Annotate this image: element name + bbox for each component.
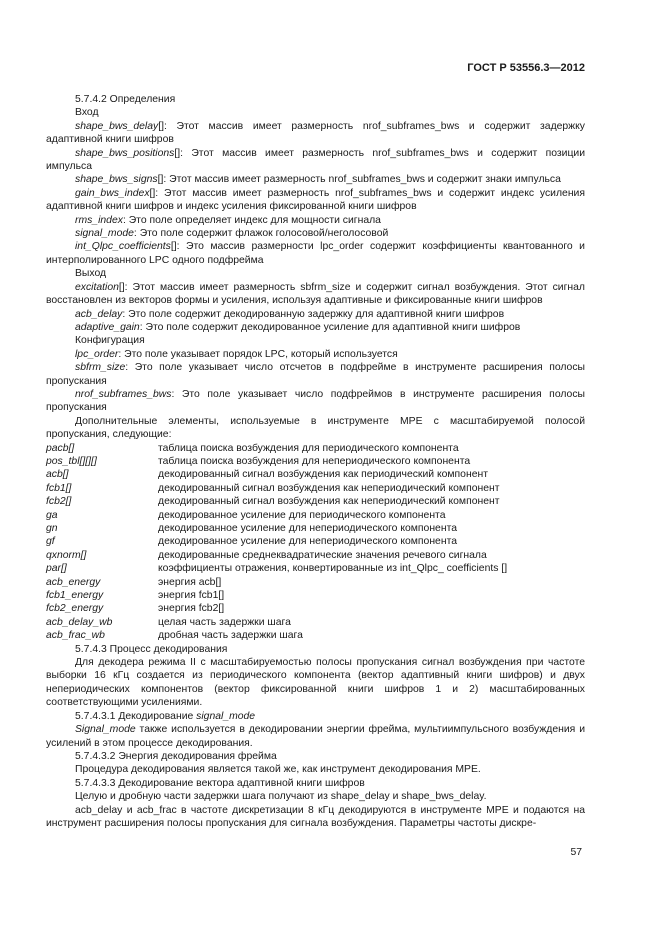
definition-term: lpc_order xyxy=(75,348,119,360)
aux-element-term: par[] xyxy=(46,563,67,575)
aux-element-description: декодированное усиление для непериодического компонента xyxy=(158,536,457,548)
definition-term: excitation xyxy=(75,281,119,293)
aux-element-term: acb_energy xyxy=(46,576,101,588)
aux-element-description: коэффициенты отражения, конвертированные из int_Qlpc_ coefficients [] xyxy=(158,563,508,575)
aux-element-description: декодированные среднеквадратические значения речевого сигнала xyxy=(158,549,487,561)
aux-element-description: таблица поиска возбуждения для периодического компонента xyxy=(158,442,459,454)
definition-term: nrof_subframes_bws xyxy=(75,388,172,400)
input-label: Вход xyxy=(75,107,99,119)
definition-text: []: Этот массив имеет размерность nrof_subframes_bws и содержит позиции импульса xyxy=(46,147,585,173)
aux-element-row xyxy=(46,535,585,548)
acb-paragraph-2: acb_delay и acb_frac в частоте дискретизации 8 кГц декодируются в инструменте MPE и подаются на инструмент расширения полосы пропускания для сигнала возбуждения. Параметры частоты дискре- xyxy=(46,804,585,829)
definition-text: : Это поле содержит декодированное усиление для адаптивной книги шифров xyxy=(139,321,521,333)
acb-paragraph-1: Целую и дробную части задержки шага получают из shape_delay и shape_bws_delay. xyxy=(75,791,487,803)
aux-element-row xyxy=(46,589,585,602)
aux-element-row xyxy=(46,455,585,468)
aux-element-row xyxy=(46,509,585,522)
aux-element-term: acb_frac_wb xyxy=(46,630,105,642)
definition-text: : Это поле содержит декодированную задержку для адаптивной книги шифров xyxy=(122,308,505,320)
definition-item xyxy=(46,120,585,147)
aux-element-term: fcb1_energy xyxy=(46,590,104,602)
section-heading-process: 5.7.4.3 Процесс декодирования xyxy=(75,643,228,655)
aux-element-description: энергия acb[] xyxy=(158,576,222,588)
aux-element-row xyxy=(46,602,585,615)
signal-mode-paragraph: Signal_mode также используется в декодировании энергии фрейма, мультиимпульсного возбуждения и усилений в этом процессе декодирования. xyxy=(46,724,585,749)
aux-element-row xyxy=(46,522,585,535)
definition-term: acb_delay xyxy=(75,308,123,320)
aux-element-description: декодированный сигнал возбуждения как непериодический компонент xyxy=(158,496,500,508)
definition-item xyxy=(46,361,585,388)
aux-element-term: gf xyxy=(46,536,55,548)
definition-text: : Это поле указывает число отсчетов в подфрейме в инструменте расширения полосы пропускания xyxy=(46,362,585,387)
aux-intro: Дополнительные элементы, используемые в инструменте MPE с масштабируемой полосой пропускания, следующие: xyxy=(46,415,585,441)
definition-text: []: Это массив размерности lpc_order содержит коэффициенты квантованного и интерполированного LPC одного подфрейма xyxy=(46,241,585,266)
aux-element-term: fcb2_energy xyxy=(46,603,104,615)
aux-element-description: декодированное усиление для периодического компонента xyxy=(158,509,446,521)
aux-element-row xyxy=(46,482,585,495)
aux-element-description: декодированный сигнал возбуждения как непериодический компонент xyxy=(158,482,500,494)
definition-item xyxy=(46,281,585,308)
definition-item xyxy=(46,321,585,334)
aux-element-term: fcb1[] xyxy=(46,482,72,494)
definition-text: : Это поле указывает число подфреймов в инструменте расширения полосы пропускания xyxy=(46,388,585,414)
section-heading-acb: 5.7.4.3.3 Декодирование вектора адаптивной книги шифров xyxy=(75,777,365,789)
definition-item xyxy=(46,187,585,214)
definition-term: gain_bws_index xyxy=(75,187,150,199)
definition-text: : Это поле содержит флажок голосовой/неголосовой xyxy=(133,228,389,240)
aux-element-row xyxy=(46,562,585,575)
aux-element-term: pacb[] xyxy=(46,442,75,454)
aux-element-description: энергия fcb2[] xyxy=(158,603,225,615)
aux-element-term: ga xyxy=(46,509,58,521)
definition-term: shape_bws_delay xyxy=(75,120,159,132)
process-paragraph: Для декодера режима II с масштабируемостью полосы пропускания сигнал возбуждения при частоте выборки 16 кГц создается из периодического компонента (вектор адаптивный книги шифров) и двух непериодических компонентов (вектор фиксированной книги шифров 1 и 2) масштабированных соответствующими усилениями. xyxy=(46,657,585,709)
aux-element-term: qxnorm[] xyxy=(46,549,87,561)
definition-item xyxy=(46,147,585,174)
aux-element-row xyxy=(46,629,585,642)
output-label: Выход xyxy=(75,268,107,280)
definition-item xyxy=(46,388,585,415)
config-definitions xyxy=(46,348,585,415)
aux-element-row xyxy=(46,468,585,481)
definition-text: : Это поле указывает порядок LPC, который используется xyxy=(118,348,398,360)
definition-text: []: Этот массив имеет размерность nrof_subframes_bws и содержит знаки импульса xyxy=(157,174,561,186)
definition-text: : Это поле определяет индекс для мощности сигнала xyxy=(122,214,381,226)
aux-element-description: целая часть задержки шага xyxy=(158,616,291,628)
aux-element-term: fcb2[] xyxy=(46,496,72,508)
section-heading-definitions: 5.7.4.2 Определения xyxy=(75,94,176,105)
input-definitions xyxy=(46,120,585,267)
energy-paragraph: Процедура декодирования является такой же, как инструмент декодирования MPE. xyxy=(75,764,481,776)
definition-item xyxy=(46,173,585,186)
aux-element-description: таблица поиска возбуждения для непериодического компонента xyxy=(158,455,471,467)
aux-element-row xyxy=(46,495,585,508)
definition-text: []: Этот массив имеет размерность sbfrm_size и содержит сигнал возбуждения. Этот сигнал восстановлен из векторов формы и усиления, используя адаптивные и фиксированные книги шифров xyxy=(46,281,585,307)
standard-header: ГОСТ Р 53556.3—2012 xyxy=(467,62,585,74)
aux-element-description: дробная часть задержки шага xyxy=(158,630,303,642)
definition-term: shape_bws_positions xyxy=(75,147,175,159)
aux-element-description: декодированный сигнал возбуждения как периодический компонент xyxy=(158,469,488,481)
aux-elements-list xyxy=(46,442,585,643)
definition-term: rms_index xyxy=(75,214,123,226)
definition-item xyxy=(46,240,585,267)
page-number: 57 xyxy=(570,847,582,858)
definition-term: signal_mode xyxy=(75,228,134,240)
definition-term: int_Qlpc_coefficients xyxy=(75,241,171,253)
definition-term: shape_bws_signs xyxy=(75,174,158,186)
aux-element-row xyxy=(46,576,585,589)
aux-element-row xyxy=(46,442,585,455)
aux-element-term: pos_tbl[][][] xyxy=(46,455,97,467)
definition-text: []: Этот массив имеет размерность nrof_subframes_bws и содержит задержку адаптивной книги шифров xyxy=(46,120,585,146)
output-definitions xyxy=(46,281,585,335)
aux-element-term: acb_delay_wb xyxy=(46,616,113,628)
aux-element-term: acb[] xyxy=(46,469,69,481)
aux-element-term: gn xyxy=(46,523,58,534)
section-heading-signal-mode: 5.7.4.3.1 Декодирование signal_mode xyxy=(75,710,256,722)
definition-item xyxy=(46,308,585,321)
aux-element-description: декодированное усиление для непериодического компонента xyxy=(158,523,457,534)
definition-term: adaptive_gain xyxy=(75,321,140,333)
definition-item xyxy=(46,348,585,361)
definition-item xyxy=(46,227,585,240)
page-body xyxy=(46,93,585,830)
definition-term: sbfrm_size xyxy=(75,362,126,374)
aux-element-row xyxy=(46,616,585,629)
definition-item xyxy=(46,214,585,227)
section-heading-energy: 5.7.4.3.2 Энергия декодирования фрейма xyxy=(75,750,277,762)
config-label: Конфигурация xyxy=(75,335,145,347)
definition-text: []: Этот массив имеет размерность nrof_subframes_bws и содержит индекс усиления адаптивной книги шифров и индекс усиления фиксированной книги шифров xyxy=(46,187,585,213)
aux-element-description: энергия fcb1[] xyxy=(158,590,225,602)
aux-element-row xyxy=(46,549,585,562)
